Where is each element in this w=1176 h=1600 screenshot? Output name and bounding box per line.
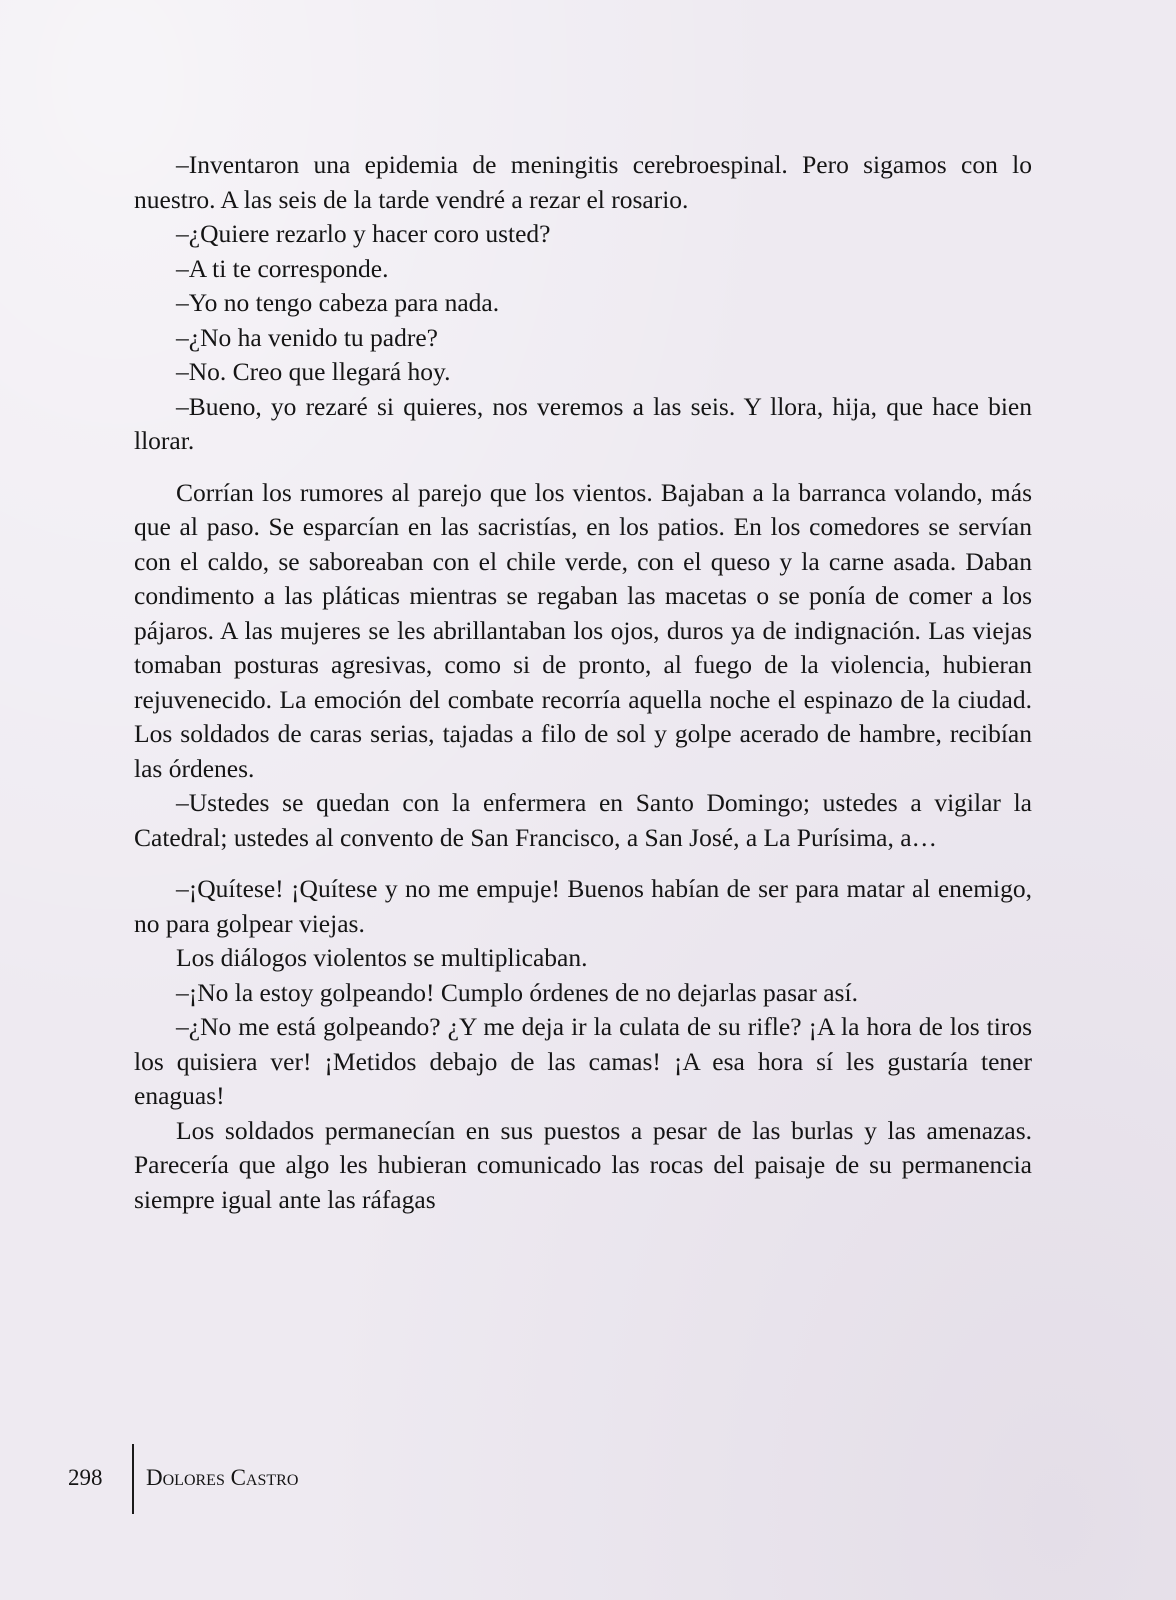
paragraph: –¡Quítese! ¡Quítese y no me empuje! Buenos habían de ser para matar al enemigo, no para golpear viejas.	[134, 874, 1032, 938]
footer-divider	[132, 1444, 134, 1514]
paragraph: –Ustedes se quedan con la enfermera en Santo Domingo; ustedes a vigilar la Catedral; ustedes al convento de San Francisco, a San José, a La Purísima, a…	[134, 788, 1032, 852]
paragraph: –¿Quiere rezarlo y hacer coro usted?	[176, 219, 551, 248]
paragraph: –A ti te corresponde.	[176, 253, 389, 283]
body-text	[134, 148, 1032, 1217]
paragraph: –Yo no tengo cabeza para nada.	[176, 288, 500, 317]
paragraph: –¿No me está golpeando? ¿Y me deja ir la culata de su rifle? ¡A la hora de los tiros los quisiera ver! ¡Metidos debajo de las camas! ¡A esa hora sí les gustaría tener enaguas!	[134, 1012, 1032, 1110]
page-number: 298	[68, 1465, 103, 1490]
paragraph: Corrían los rumores al parejo que los vientos. Bajaban a la barranca volando, más que al paso. Se esparcían en las sacristías, en los patios. En los comedores se servían con el caldo, se saboreaban con el chile verde, con el queso y la carne asada. Daban condimento a las pláticas mientras se regaban las macetas o se ponía de comer a los pájaros. A las mujeres se les abrillantaban los ojos, duros ya de indignación. Las viejas tomaban posturas agresivas, como si de pronto, al fuego de la violencia, hubieran rejuvenecido. La emoción del combate recorría aquella noche el espinazo de la ciudad. Los soldados de caras serias, tajadas a filo de sol y golpe acerado de hambre, recibían las órdenes.	[134, 477, 1032, 783]
paragraph: –Bueno, yo rezaré si quieres, nos veremos a las seis. Y llora, hija, que hace bien llorar.	[134, 391, 1032, 455]
running-head-author: Dolores Castro	[146, 1465, 299, 1490]
paragraph: –Inventaron una epidemia de meningitis cerebroespinal. Pero sigamos con lo nuestro. A las seis de la tarde vendré a rezar el rosario.	[134, 150, 1032, 214]
paragraph: Los diálogos violentos se multiplicaban.	[176, 943, 588, 972]
paragraph: –No. Creo que llegará hoy.	[176, 357, 451, 386]
paragraph: –¡No la estoy golpeando! Cumplo órdenes de no dejarlas pasar así.	[176, 977, 858, 1007]
paragraph: –¿No ha venido tu padre?	[176, 322, 438, 352]
paragraph: Los soldados permanecían en sus puestos a pesar de las burlas y las amenazas. Parecería que algo les hubieran comunicado las rocas del paisaje de su permanencia siempre igual ante las ráfagas	[134, 1115, 1032, 1214]
